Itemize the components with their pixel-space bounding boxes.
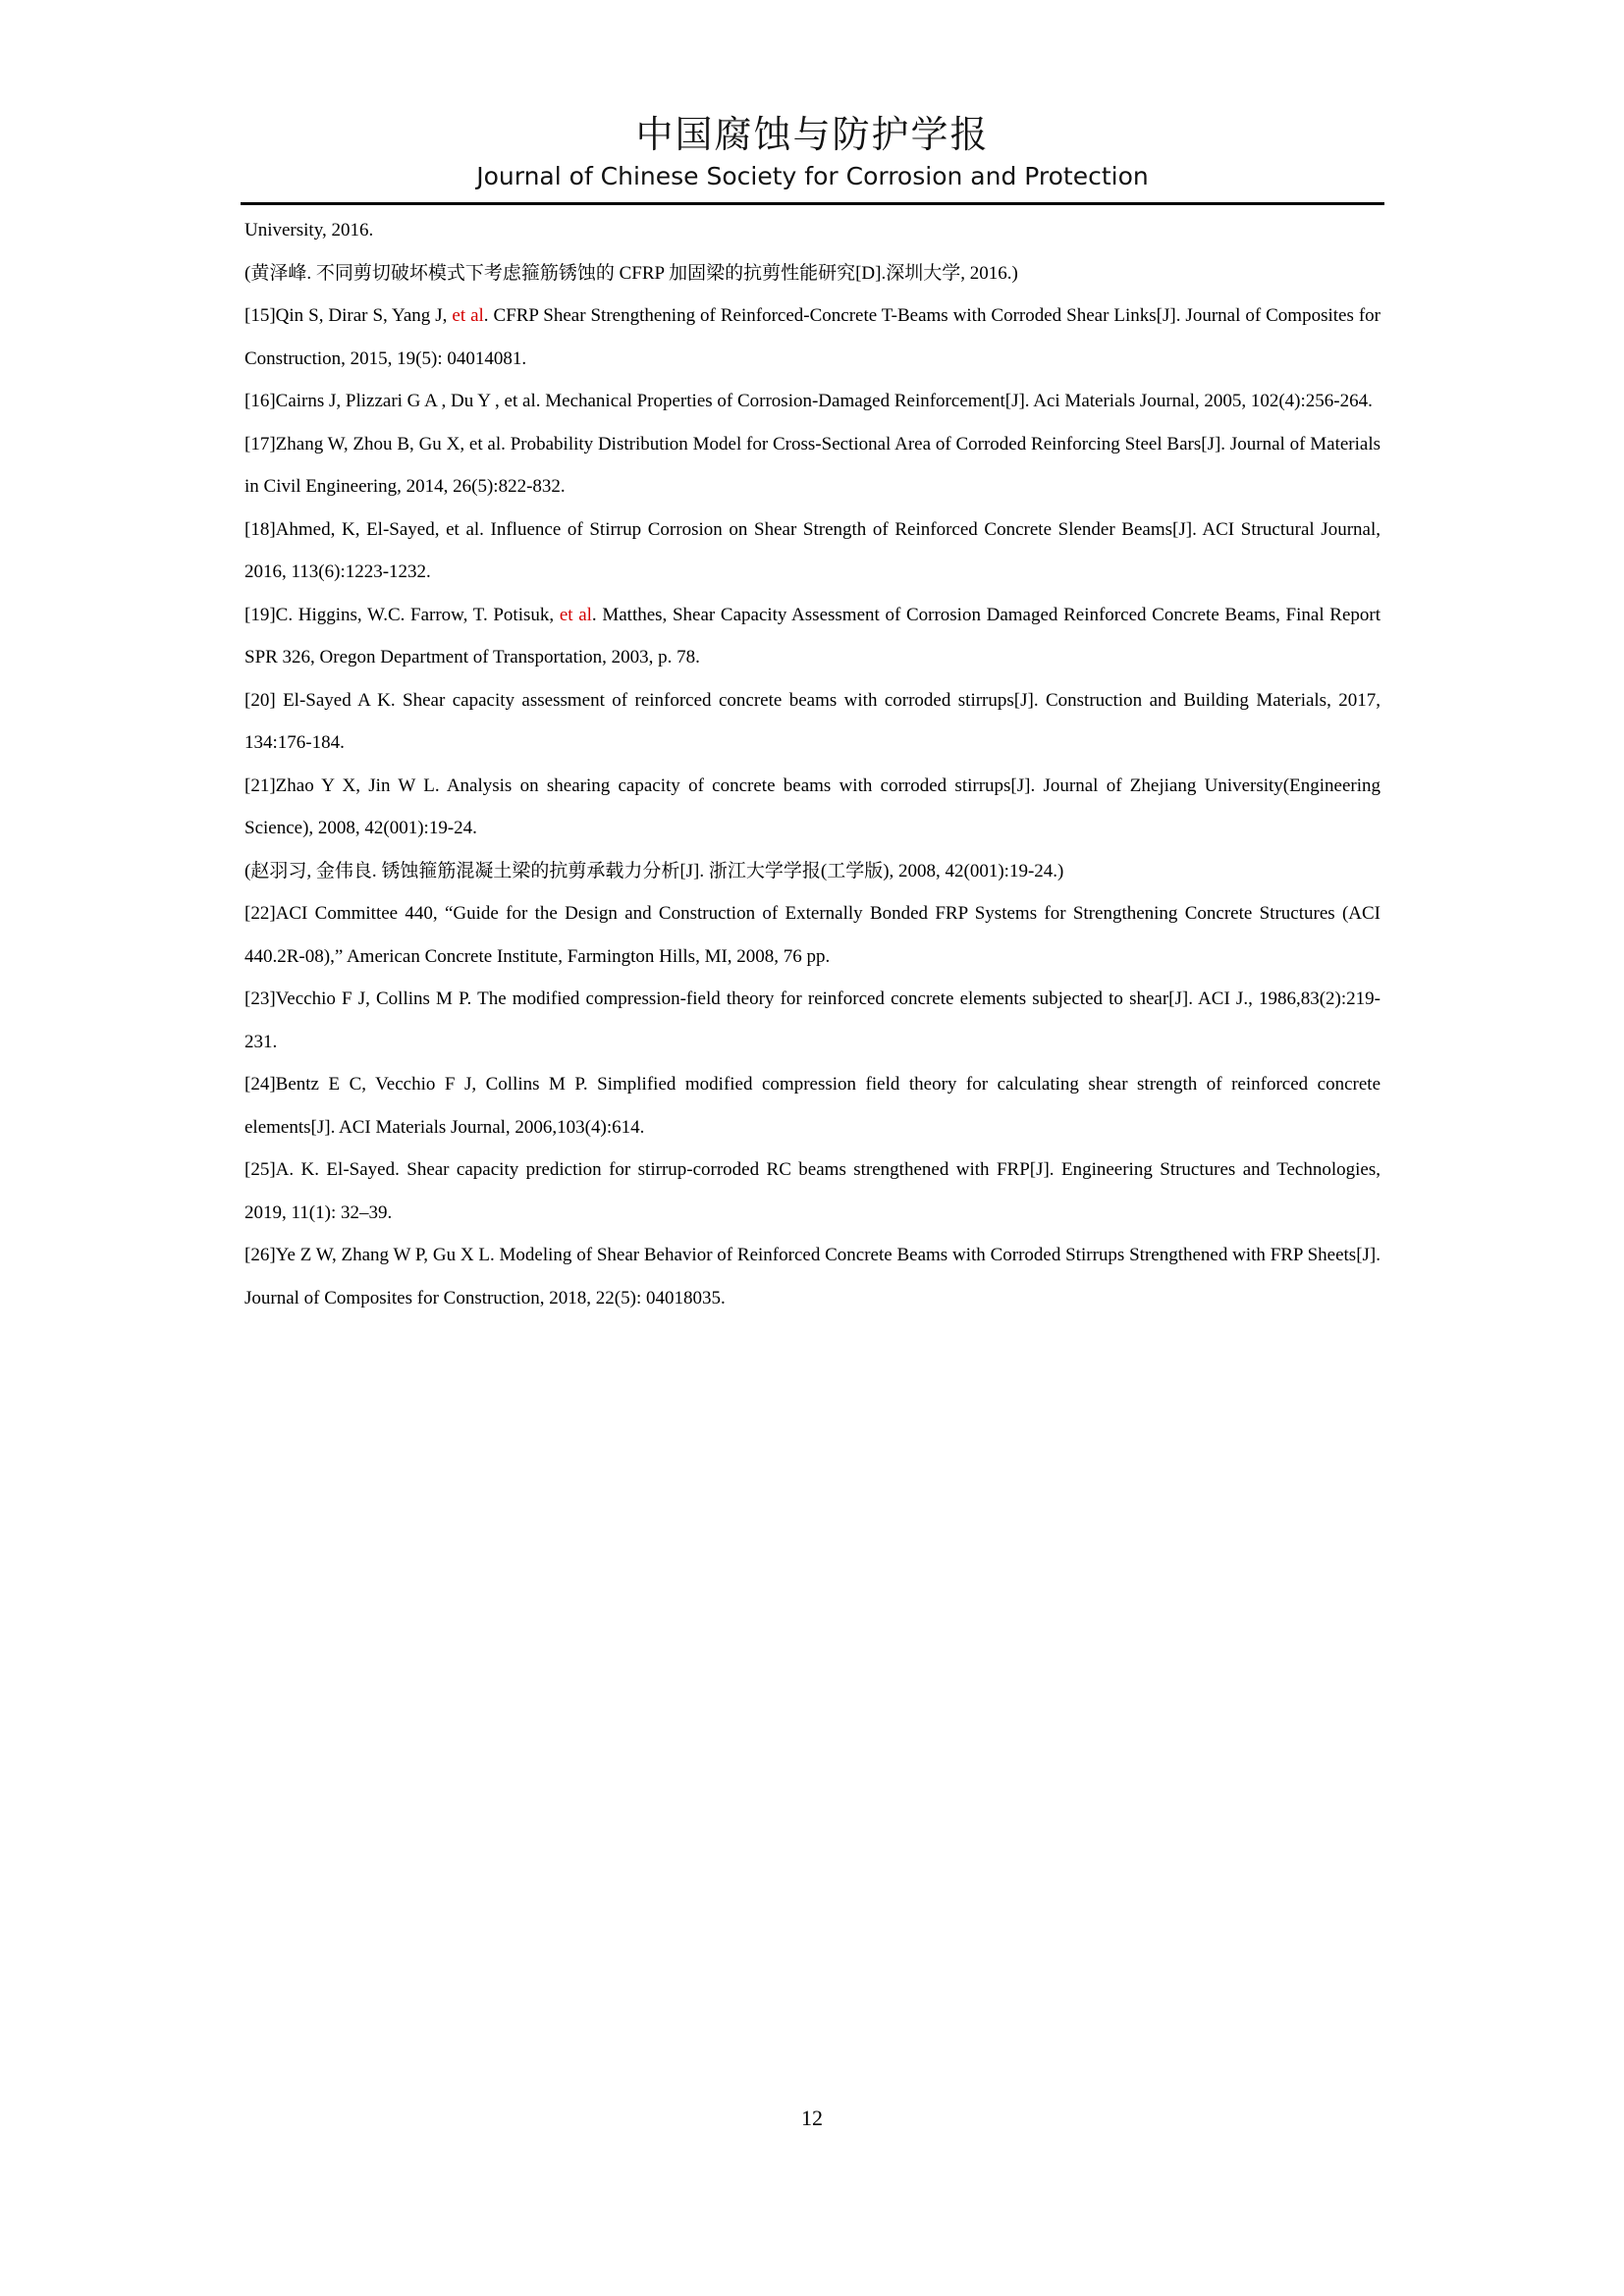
reference-text: University, 2016. [244,220,374,240]
reference-text: [26]Ye Z W, Zhang W P, Gu X L. Modeling of Shear Behavior of Reinforced Concrete Beams with Corroded Stirrups Strengthened with FRP Sheets[J]. Journal of Composites for Construction, 2018, 22(5): 04018035. [244,1245,1380,1308]
reference-text: [23]Vecchio F J, Collins M P. The modified compression-field theory for reinforced concrete elements subjected to shear[J]. ACI J., 1986,83(2):219-231. [244,988,1380,1052]
reference-text: [24]Bentz E C, Vecchio F J, Collins M P. Simplified modified compression field theory for calculating shear strength of reinforced concrete elements[J]. ACI Materials Journal, 2006,103(4):614. [244,1074,1380,1138]
reference-text: . Matthes, Shear Capacity Assessment of Corrosion Damaged Reinforced Concrete Beams, Final Report SPR 326, Oregon Department of Transportation, 2003, p. 78. [244,604,1380,667]
reference-text: [19]C. Higgins, W.C. Farrow, T. Potisuk, [244,604,560,625]
header-divider [241,202,1384,205]
reference-text: [21]Zhao Y X, Jin W L. Analysis on shearing capacity of concrete beams with corroded stirrups[J]. Journal of Zhejiang University(Engineering Science), 2008, 42(001):19-24. [244,774,1380,838]
reference-text: [17]Zhang W, Zhou B, Gu X, et al. Probability Distribution Model for Cross-Sectional Area of Corroded Reinforcing Steel Bars[J]. Journal of Materials in Civil Engineering, 2014, 26(5):822-832. [244,433,1380,497]
reference-text: [15]Qin S, Dirar S, Yang J, [244,305,453,326]
reference-item [244,380,1380,423]
reference-item [244,679,1380,765]
reference-item [244,1148,1380,1234]
reference-item [244,850,1380,893]
reference-text: (黄泽峰. 不同剪切破坏模式下考虑箍筋锈蚀的 CFRP 加固梁的抗剪性能研究[D].深圳大学, 2016.) [244,262,1018,284]
reference-item [244,1234,1380,1319]
reference-item [244,765,1380,850]
reference-text: [20] El-Sayed A K. Shear capacity assessment of reinforced concrete beams with corroded stirrups[J]. Construction and Building Materials, 2017, 134:176-184. [244,689,1380,753]
reference-text: [16]Cairns J, Plizzari G A , Du Y , et al. Mechanical Properties of Corrosion-Damaged Reinforcement[J]. Aci Materials Journal, 2005, 102(4):256-264. [244,391,1373,411]
reference-text: [18]Ahmed, K, El-Sayed, et al. Influence of Stirrup Corrosion on Shear Strength of Reinforced Concrete Slender Beams[J]. ACI Structural Journal, 2016, 113(6):1223-1232. [244,518,1380,582]
reference-item [244,209,1380,252]
reference-item [244,252,1380,295]
journal-title-chinese: 中国腐蚀与防护学报 [635,113,990,156]
reference-text: (赵羽习, 金伟良. 锈蚀箍筋混凝土梁的抗剪承载力分析[J]. 浙江大学学报(工学版), 2008, 42(001):19-24.) [244,860,1064,881]
reference-text: . CFRP Shear Strengthening of Reinforced-Concrete T-Beams with Corroded Shear Links[J]. Journal of Composites for Construction, 2015, 19(5): 04014081. [244,305,1380,369]
reference-item [244,294,1380,380]
reference-item [244,1063,1380,1148]
highlighted-text: et al [452,305,484,326]
page-header [241,110,1384,194]
reference-list [244,209,1380,1319]
reference-text: [22]ACI Committee 440, “Guide for the Design and Construction of Externally Bonded FRP Systems for Strengthening Concrete Structures (ACI 440.2R-08),” American Concrete Institute, Farmington Hills, MI, 2008, 76 pp. [244,903,1380,967]
journal-title-english: Journal of Chinese Society for Corrosion and Protection [476,162,1149,190]
reference-item [244,423,1380,508]
reference-item [244,508,1380,594]
page-number: 12 [801,2106,823,2130]
highlighted-text: et al [559,604,592,625]
reference-item [244,892,1380,978]
reference-item [244,978,1380,1063]
reference-item [244,594,1380,679]
reference-text: [25]A. K. El-Sayed. Shear capacity prediction for stirrup-corroded RC beams strengthened with FRP[J]. Engineering Structures and Technologies, 2019, 11(1): 32–39. [244,1159,1380,1223]
